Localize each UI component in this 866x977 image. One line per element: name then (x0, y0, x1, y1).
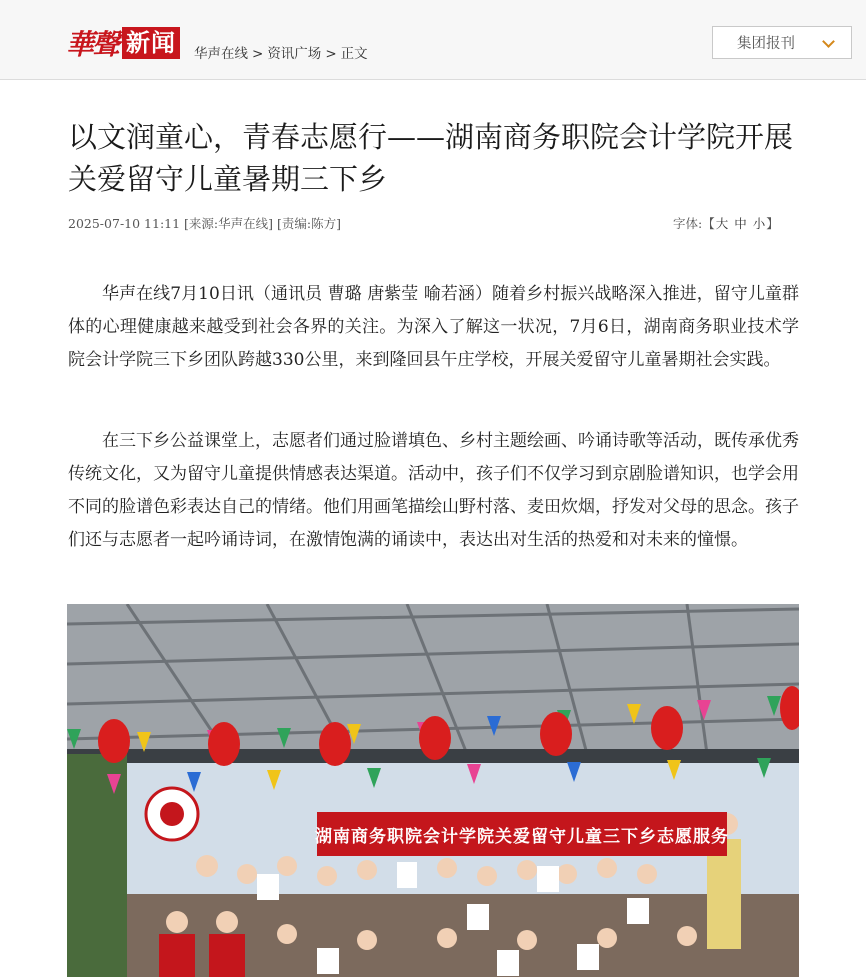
article-meta: 2025-07-10 11:11 [来源:华声在线] [责编:陈方] (68, 216, 341, 231)
font-size-close: 】 (766, 216, 779, 231)
breadcrumb (194, 42, 368, 62)
group-newspapers-dropdown[interactable] (712, 26, 852, 59)
chevron-down-icon (822, 35, 835, 48)
article-paragraph: 在三下乡公益课堂上，志愿者们通过脸谱填色、乡村主题绘画、吟诵诗歌等活动，既传承优秀传统文化，又为留守儿童提供情感表达渠道。活动中，孩子们不仅学习到京剧脸谱知识，也学会用不同的脸谱色彩表达自己的情绪。他们用画笔描绘山野村落、麦田炊烟，抒发对父母的思念。孩子们还与志愿者一起吟诵诗词，在激情饱满的诵读中，表达出对生活的热爱和对未来的憧憬。 (68, 431, 799, 550)
font-size-label: 字体:【 (673, 216, 715, 231)
breadcrumb-home[interactable]: 华声在线 (194, 46, 248, 62)
site-header (0, 0, 866, 80)
font-size-medium[interactable]: 中 (734, 216, 747, 231)
site-logo[interactable] (66, 25, 180, 61)
photo-scene (67, 604, 799, 977)
breadcrumb-current: 正文 (340, 46, 368, 62)
font-size-large[interactable]: 大 (715, 216, 729, 231)
breadcrumb-separator: > (252, 46, 264, 62)
font-size-small[interactable]: 小 (752, 216, 766, 231)
photo-banner: 湖南商务职院会计学院关爱留守儿童三下乡志愿服务 (317, 812, 727, 856)
logo-brush-text: 華聲 (66, 28, 119, 61)
breadcrumb-separator: > (325, 46, 337, 62)
article-paragraph: 华声在线7月10日讯（通讯员 曹璐 唐紫莹 喻若涵）随着乡村振兴战略深入推进，留守儿童群体的心理健康越来越受到社会各界的关注。为深入了解这一状况，7月6日，湖南商务职业技术学院会计学院三下乡团队跨越330公里，来到隆回县午庄学校，开展关爱留守儿童暑期社会实践。 (68, 284, 799, 370)
article-photo (67, 604, 799, 977)
logo-news-box: 新闻 (122, 27, 180, 59)
article-title: 以文润童心，青春志愿行——湖南商务职院会计学院开展关爱留守儿童暑期三下乡 (68, 120, 794, 196)
breadcrumb-section[interactable]: 资讯广场 (267, 46, 322, 62)
font-size-controls (673, 214, 779, 232)
group-newspapers-label: 集团报刊 (737, 36, 795, 52)
